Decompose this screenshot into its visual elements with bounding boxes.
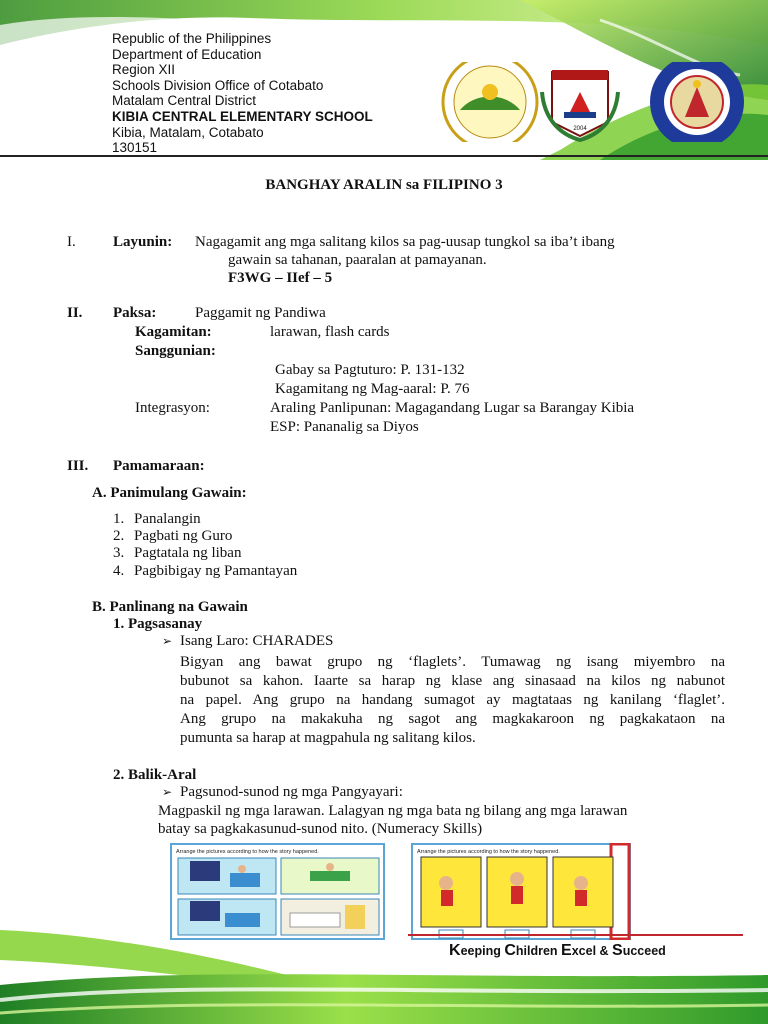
- subsection-b-heading: B. Panlinang na Gawain: [92, 599, 248, 615]
- activity-heading-pagsasanay: 1. Pagsasanay: [113, 616, 203, 632]
- header-line: Department of Education: [112, 46, 262, 62]
- list-item: Pagbibigay ng Pamantayan: [134, 563, 298, 579]
- bullet-arrow-icon: ➢: [162, 785, 173, 799]
- reference-item: Kagamitang ng Mag-aaral: P. 76: [275, 381, 470, 397]
- header-divider: [0, 155, 768, 157]
- header-line: Region XII: [112, 62, 176, 78]
- objective-text: gawain sa tahanan, paaralan at pamayanan.: [228, 252, 487, 268]
- kagamitan-label: Kagamitan:: [135, 324, 212, 340]
- school-seal-logo: [443, 62, 537, 142]
- footer-slogan: Keeping Children Excel & Succeed: [449, 942, 666, 959]
- section-number: II.: [67, 305, 83, 321]
- objective-text: Nagagamit ang mga salitang kilos sa pag-uusap tungkol sa iba’t ibang: [195, 234, 615, 250]
- section-label-pamamaraan: Pamamaraan:: [113, 458, 205, 474]
- paragraph-line: pumunta sa harap at magpahula ng salitang kilos.: [180, 730, 476, 746]
- paragraph-line: Ang grupo na makakuha ng sagot ang magkakaroon ng pagkakataon na: [180, 711, 725, 727]
- footer-divider: [408, 934, 743, 936]
- section-label-paksa: Paksa:: [113, 305, 157, 321]
- picture-caption: Arrange the pictures according to how the story happened.: [176, 849, 319, 855]
- list-number: 3.: [113, 545, 125, 561]
- paragraph-line: Magpaskil ng mga larawan. Lalagyan ng mga bata ng bilang ang mga larawan: [158, 803, 628, 819]
- section-number: III.: [67, 458, 89, 474]
- svg-text:2004: 2004: [573, 126, 587, 132]
- activity-heading-balik-aral: 2. Balik-Aral: [113, 767, 197, 783]
- bullet-arrow-icon: ➢: [162, 634, 173, 648]
- bullet-text: Pagsunod-sunod ng mga Pangyayari:: [180, 784, 403, 800]
- sanggunian-label: Sanggunian:: [135, 343, 216, 359]
- deped-seal-logo: [650, 62, 744, 142]
- paragraph-line: bubunot sa kahon. Iaarte sa harap ng klase ang sinasaad na kilos ng nabunot: [180, 673, 725, 689]
- integration-item: ESP: Pananalig sa Diyos: [270, 419, 419, 435]
- header-line: Matalam Central District: [112, 93, 257, 109]
- header-line: Schools Division Office of Cotabato: [112, 77, 324, 93]
- school-address: Kibia, Matalam, Cotabato: [112, 124, 264, 140]
- paragraph-line: batay sa pagkakasunud-sunod nito. (Numeracy Skills): [158, 821, 483, 837]
- integrasyon-label: Integrasyon:: [135, 400, 210, 416]
- school-id: 130151: [112, 140, 158, 156]
- competency-code: F3WG – IIef – 5: [228, 270, 333, 286]
- header-logos: [440, 62, 760, 142]
- reference-item: Gabay sa Pagtuturo: P. 131-132: [275, 362, 465, 378]
- list-item: Panalangin: [134, 511, 201, 527]
- list-item: Pagtatala ng liban: [134, 545, 242, 561]
- section-label-layunin: Layunin:: [113, 234, 173, 250]
- list-number: 4.: [113, 563, 125, 579]
- topic-text: Paggamit ng Pandiwa: [195, 305, 326, 321]
- section-number: I.: [67, 234, 76, 250]
- integration-item: Araling Panlipunan: Magagandang Lugar sa Barangay Kibia: [270, 400, 635, 416]
- footer-green-swoosh: [0, 925, 768, 1024]
- list-item: Pagbati ng Guro: [134, 528, 233, 544]
- kagamitan-value: larawan, flash cards: [270, 324, 390, 340]
- header-line: Republic of the Philippines: [112, 31, 272, 46]
- school-name: KIBIA CENTRAL ELEMENTARY SCHOOL: [112, 108, 373, 124]
- district-seal-logo: [542, 70, 618, 140]
- paragraph-line: Bigyan ang bawat grupo ng ‘flaglets’. Tumawag ng isang miyembro na: [180, 654, 725, 670]
- picture-caption: Arrange the pictures according to how the story happened.: [417, 849, 560, 855]
- header-text: [112, 31, 373, 156]
- document-title: BANGHAY ARALIN sa FILIPINO 3: [265, 177, 503, 193]
- list-number: 2.: [113, 528, 125, 544]
- subsection-a-heading: A. Panimulang Gawain:: [92, 485, 247, 501]
- list-number: 1.: [113, 511, 125, 527]
- bullet-text: Isang Laro: CHARADES: [180, 633, 334, 649]
- paragraph-line: na papel. Ang grupo na handang sumagot ay magtataas ng kanilang ‘flaglet’.: [180, 692, 725, 708]
